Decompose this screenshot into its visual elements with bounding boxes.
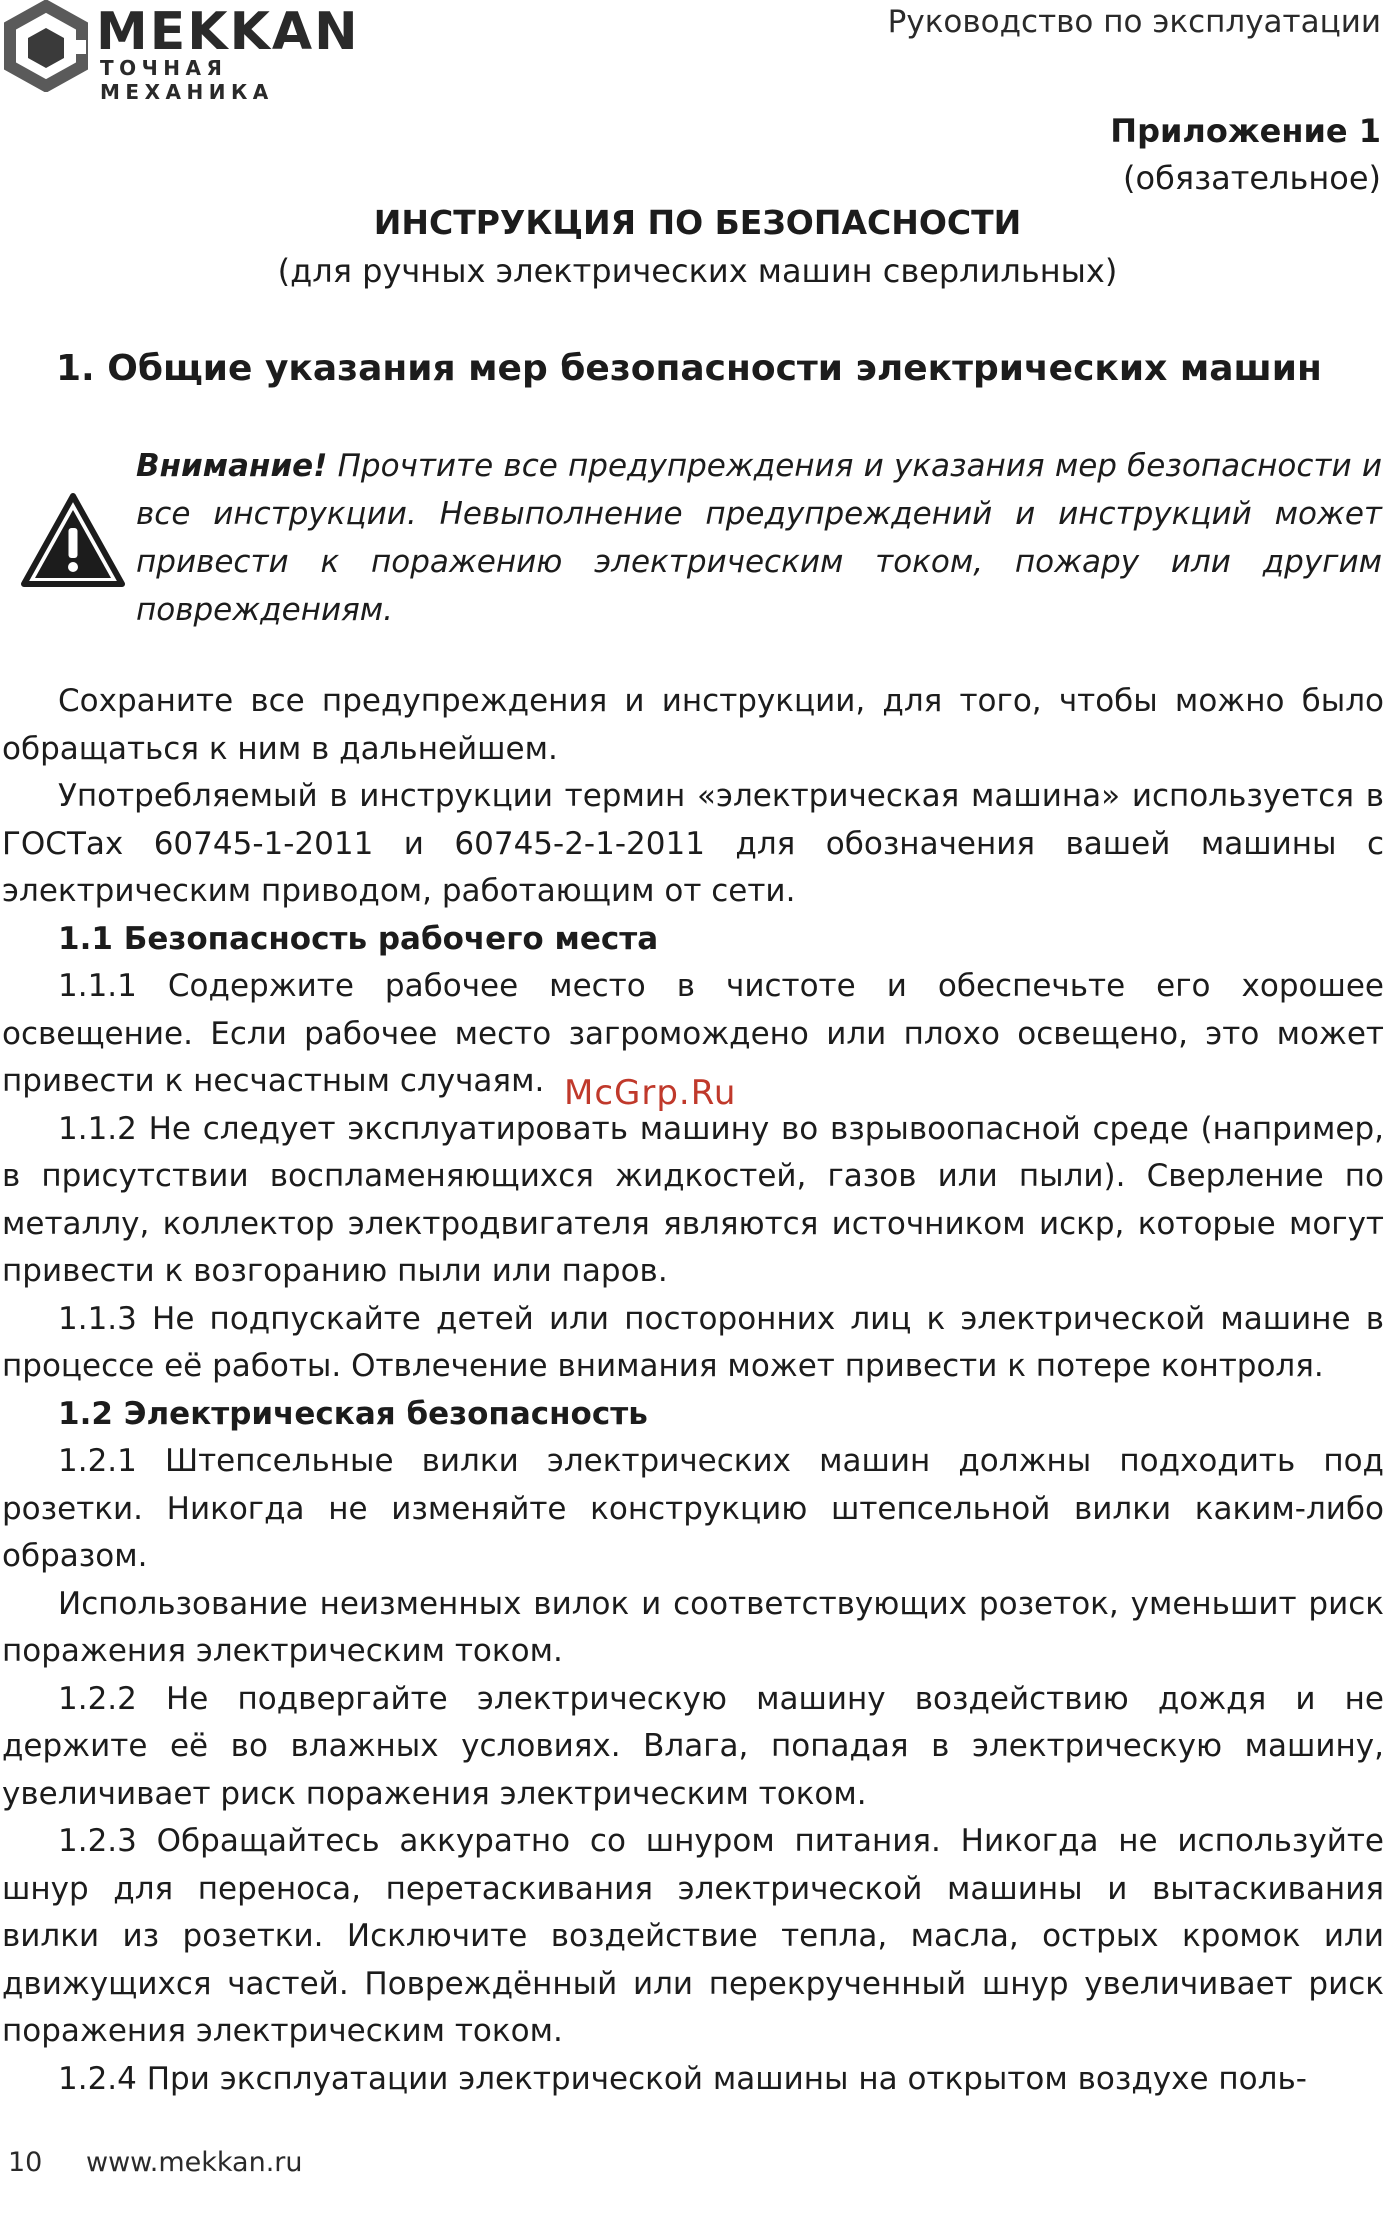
appendix-title: Приложение 1: [1110, 112, 1381, 150]
instruction-body: [2, 678, 1384, 2103]
paragraph: 1.1.2 Не следует эксплуатировать машину во взрывоопасной среде (например, в присутствии воспламеняющихся жидкостей, газов или пыли). Сверление по металлу, коллектор электродвигателя являются источником искр, которые могут привести к возгоранию пыли или паров.: [2, 1110, 1384, 1289]
subsection-heading: 1.1 Безопасность рабочего места: [58, 920, 659, 957]
paragraph: 1.1.3 Не подпускайте детей или посторонних лиц к электрической машине в процессе её работы. Отвлечение внимания может привести к потере контроля.: [2, 1300, 1384, 1384]
brand-tagline: ТОЧНАЯ МЕХАНИКА: [100, 56, 274, 104]
paragraph: Употребляемый в инструкции термин «электрическая машина» используется в ГОСТах 60745-1-2011 и 60745-2-1-2011 для обозначения вашей машины с электрическим приводом, работающим от сети.: [2, 778, 1384, 909]
hexagon-logo-icon: [0, 0, 92, 92]
document-subtitle: (для ручных электрических машин сверлильных): [277, 252, 1118, 290]
paragraph: 1.2.3 Обращайтесь аккуратно со шнуром питания. Никогда не используйте шнур для переноса, перетаскивания электрической машины и вытаскивания вилки из розетки. Исключите воздействие тепла, масла, острых кромок или движущихся частей. Повреждённый или перекрученный шнур увеличивает риск поражения электрическим током.: [2, 1823, 1384, 2049]
document-type-header: Руководство по эксплуатации: [887, 4, 1381, 40]
paragraph: Использование неизменных вилок и соответствующих розеток, уменьшит риск поражения электрическим током.: [2, 1585, 1384, 1669]
paragraph: Сохраните все предупреждения и инструкции, для того, чтобы можно было обращаться к ним в дальнейшем.: [2, 683, 1384, 767]
warning-notice: [136, 442, 1382, 634]
page-number: 10: [8, 2147, 43, 2178]
document-title: ИНСТРУКЦИЯ ПО БЕЗОПАСНОСТИ: [373, 203, 1022, 242]
paragraph: 1.2.4 При эксплуатации электрической машины на открытом воздухе поль-: [58, 2060, 1307, 2097]
paragraph: 1.2.1 Штепсельные вилки электрических машин должны подходить под розетки. Никогда не изменяйте конструкцию штепсельной вилки каким-либо образом.: [2, 1443, 1384, 1574]
brand-name: MEKKAN: [96, 2, 360, 62]
appendix-subtitle: (обязательное): [1123, 159, 1381, 197]
website-link[interactable]: www.mekkan.ru: [86, 2147, 303, 2178]
warning-text: Прочтите все предупреждения и указания мер безопасности и все инструкции. Невыполнение предупреждений и инструкций может привести к поражению электрическим током, пожару или другим повреждениям.: [136, 448, 1382, 628]
paragraph: 1.2.2 Не подвергайте электрическую машину воздействию дождя и не держите её во влажных условиях. Влага, попадая в электрическую машину, увеличивает риск поражения электрическим током.: [2, 1680, 1384, 1812]
warning-label: Внимание!: [136, 448, 328, 484]
paragraph: 1.1.1 Содержите рабочее место в чистоте и обеспечьте его хорошее освещение. Если рабочее место загромождено или плохо освещено, это может привести к несчастным случаям.: [2, 968, 1384, 1099]
brand-logo: [0, 0, 360, 104]
subsection-heading: 1.2 Электрическая безопасность: [58, 1395, 648, 1432]
watermark: McGrp.Ru: [564, 1073, 737, 1113]
warning-triangle-icon: [18, 490, 128, 590]
section-title: 1. Общие указания мер безопасности электрических машин: [56, 348, 1322, 389]
